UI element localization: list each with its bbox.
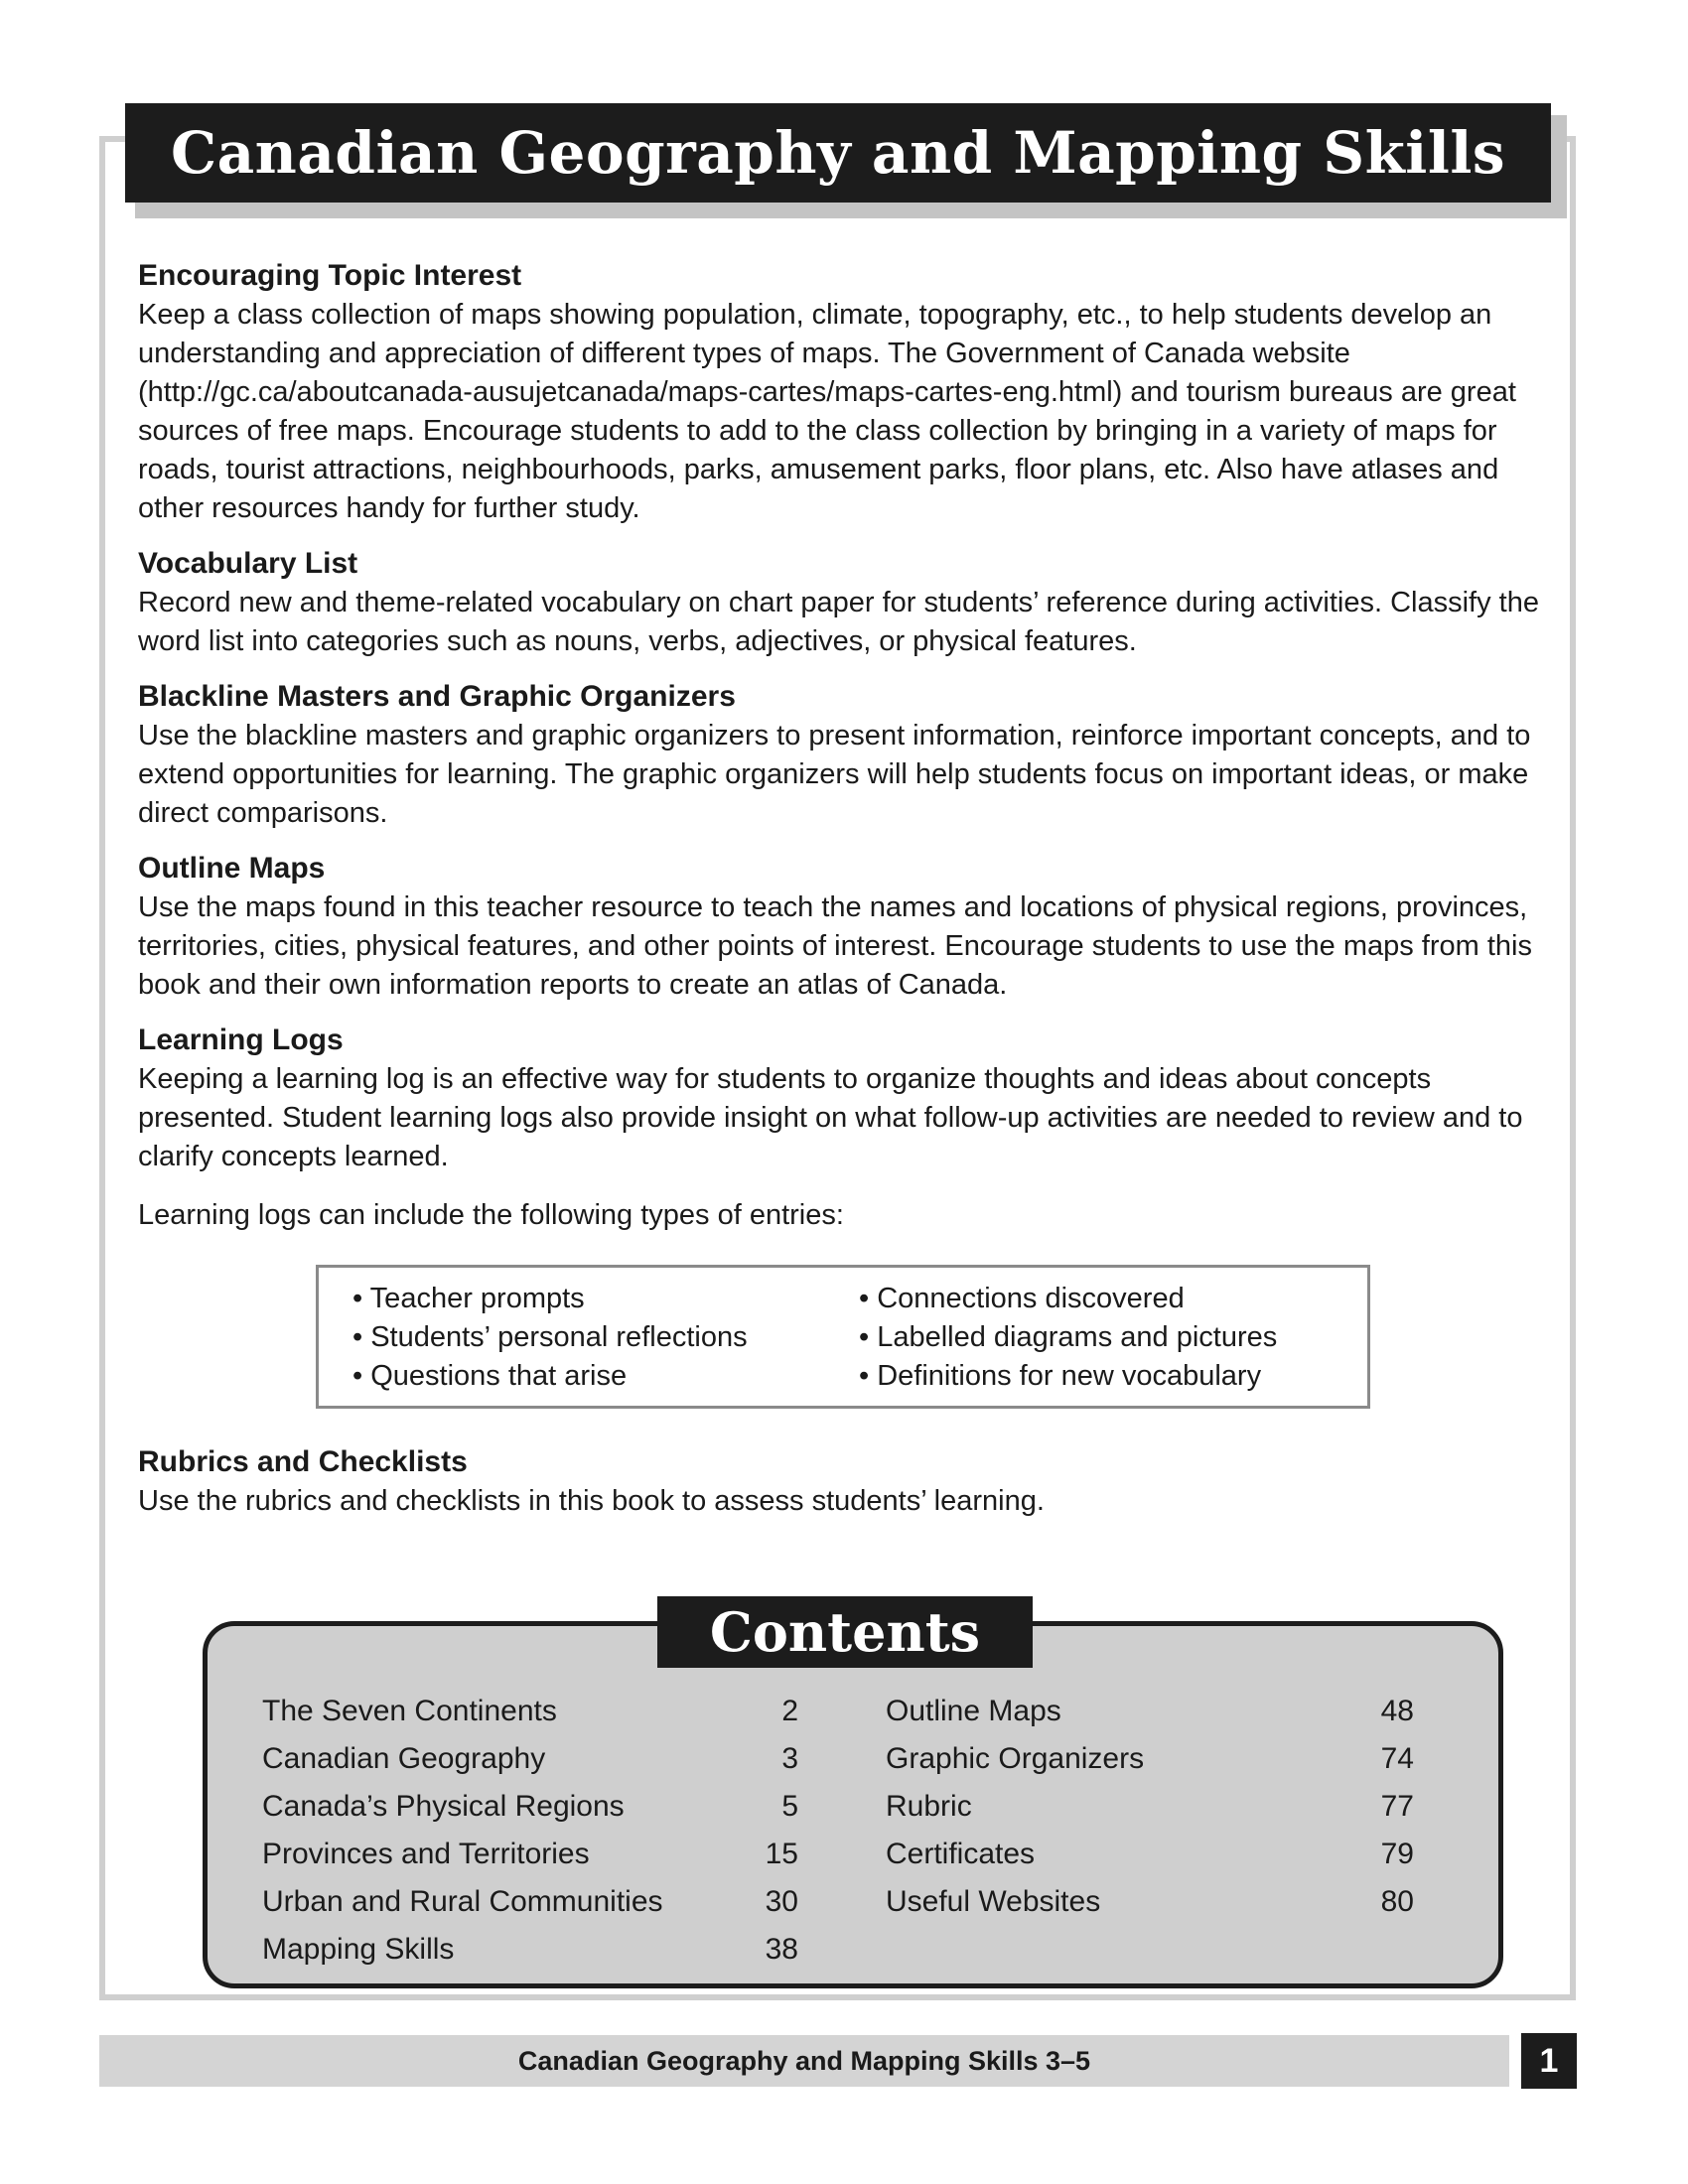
section-heading: Outline Maps: [138, 852, 326, 885]
toc-label: The Seven Continents: [262, 1695, 557, 1727]
list-item: • Definitions for new vocabulary: [859, 1360, 1262, 1392]
table-of-contents: [262, 1688, 1434, 1974]
section-paragraph: Use the blackline masters and graphic organizers to present information, reinforce important concepts, and to extend opportunities for learning. The graphic organizers will help students focus on important ideas, or make direct comparisons.: [138, 720, 1531, 829]
toc-row[interactable]: [262, 1783, 798, 1831]
toc-row[interactable]: [262, 1735, 798, 1783]
contents-title-tab: [657, 1596, 1033, 1668]
section-heading: Blackline Masters and Graphic Organizers: [138, 680, 736, 713]
toc-row[interactable]: [886, 1783, 1414, 1831]
section-vocabulary-list: [138, 544, 1548, 661]
toc-label: Provinces and Territories: [262, 1838, 590, 1870]
toc-page: 48: [1380, 1695, 1414, 1727]
footer-bar: [99, 2035, 1509, 2087]
toc-column-left: [262, 1688, 886, 1974]
page-title: Canadian Geography and Mapping Skills: [170, 119, 1506, 187]
section-rubrics: [138, 1442, 1548, 1521]
toc-label: Graphic Organizers: [886, 1742, 1145, 1775]
toc-page: 3: [781, 1742, 798, 1775]
list-item: • Questions that arise: [352, 1360, 628, 1392]
list-item: • Students’ personal reflections: [352, 1321, 748, 1353]
toc-label: Urban and Rural Communities: [262, 1885, 663, 1918]
toc-label: Rubric: [886, 1790, 972, 1823]
section-paragraph: Keeping a learning log is an effective way for students to organize thoughts and ideas about concepts presented. Student learning logs also provide insight on what follow-up activities are needed to review and to clarify concepts learned.: [138, 1063, 1523, 1172]
toc-column-right: [886, 1688, 1434, 1974]
main-content: [138, 256, 1548, 1537]
toc-page: 30: [765, 1885, 798, 1918]
toc-row[interactable]: [262, 1878, 798, 1926]
section-paragraph: Record new and theme-related vocabulary on chart paper for students’ reference during activities. Classify the word list into categories such as nouns, verbs, adjectives, or physical features.: [138, 587, 1539, 657]
toc-page: 77: [1380, 1790, 1414, 1823]
toc-page: 15: [765, 1838, 798, 1870]
section-paragraph: Learning logs can include the following types of entries:: [138, 1199, 844, 1231]
toc-label: Certificates: [886, 1838, 1036, 1870]
section-outline-maps: [138, 849, 1548, 1005]
toc-page: 79: [1380, 1838, 1414, 1870]
section-learning-logs: [138, 1021, 1548, 1235]
section-heading: Rubrics and Checklists: [138, 1445, 468, 1478]
toc-row[interactable]: [886, 1735, 1414, 1783]
toc-row[interactable]: [262, 1688, 798, 1735]
section-heading: Learning Logs: [138, 1024, 344, 1056]
title-banner: [125, 103, 1551, 203]
toc-label: Canadian Geography: [262, 1742, 546, 1775]
footer-book-title: Canadian Geography and Mapping Skills 3–5: [517, 2045, 1091, 2076]
toc-page: 5: [781, 1790, 798, 1823]
entries-column-left: [352, 1280, 859, 1396]
toc-page: 2: [781, 1695, 798, 1727]
toc-label: Canada’s Physical Regions: [262, 1790, 625, 1823]
toc-label: Mapping Skills: [262, 1933, 455, 1966]
section-paragraph: Use the rubrics and checklists in this book to assess students’ learning.: [138, 1485, 1045, 1517]
toc-label: Useful Websites: [886, 1885, 1101, 1918]
toc-row[interactable]: [886, 1688, 1414, 1735]
section-heading: Encouraging Topic Interest: [138, 259, 522, 292]
toc-page: 74: [1380, 1742, 1414, 1775]
section-paragraph: Use the maps found in this teacher resource to teach the names and locations of physical regions, provinces, territories, cities, physical features, and other points of interest. Encourage students to use the maps from this book and their own information reports to create an atlas of Canada.: [138, 891, 1532, 1001]
toc-page: 38: [765, 1933, 798, 1966]
toc-row[interactable]: [886, 1831, 1414, 1878]
list-item: • Labelled diagrams and pictures: [859, 1321, 1278, 1353]
toc-page: 80: [1380, 1885, 1414, 1918]
toc-row[interactable]: [262, 1926, 798, 1974]
learning-log-entries-box: [316, 1265, 1370, 1409]
list-item: • Teacher prompts: [352, 1283, 585, 1314]
toc-label: Outline Maps: [886, 1695, 1061, 1727]
toc-row[interactable]: [262, 1831, 798, 1878]
section-heading: Vocabulary List: [138, 547, 358, 580]
page-number: 1: [1521, 2033, 1577, 2089]
section-paragraph: Keep a class collection of maps showing population, climate, topography, etc., to help students develop an understanding and appreciation of different types of maps. The Government of Canada website (http://gc.ca/aboutcanada-ausujetcanada/maps-cartes/maps-cartes-eng.html) and tourism bureaus are great sources of free maps. Encourage students to add to the class collection by bringing in a variety of maps for roads, tourist attractions, neighbourhoods, parks, amusement parks, floor plans, etc. Also have atlases and other resources handy for further study.: [138, 299, 1516, 524]
toc-row[interactable]: [886, 1878, 1414, 1926]
section-topic-interest: [138, 256, 1548, 528]
list-item: • Connections discovered: [859, 1283, 1185, 1314]
contents-title: Contents: [709, 1600, 981, 1664]
section-blackline-masters: [138, 677, 1548, 833]
entries-column-right: [859, 1280, 1365, 1396]
